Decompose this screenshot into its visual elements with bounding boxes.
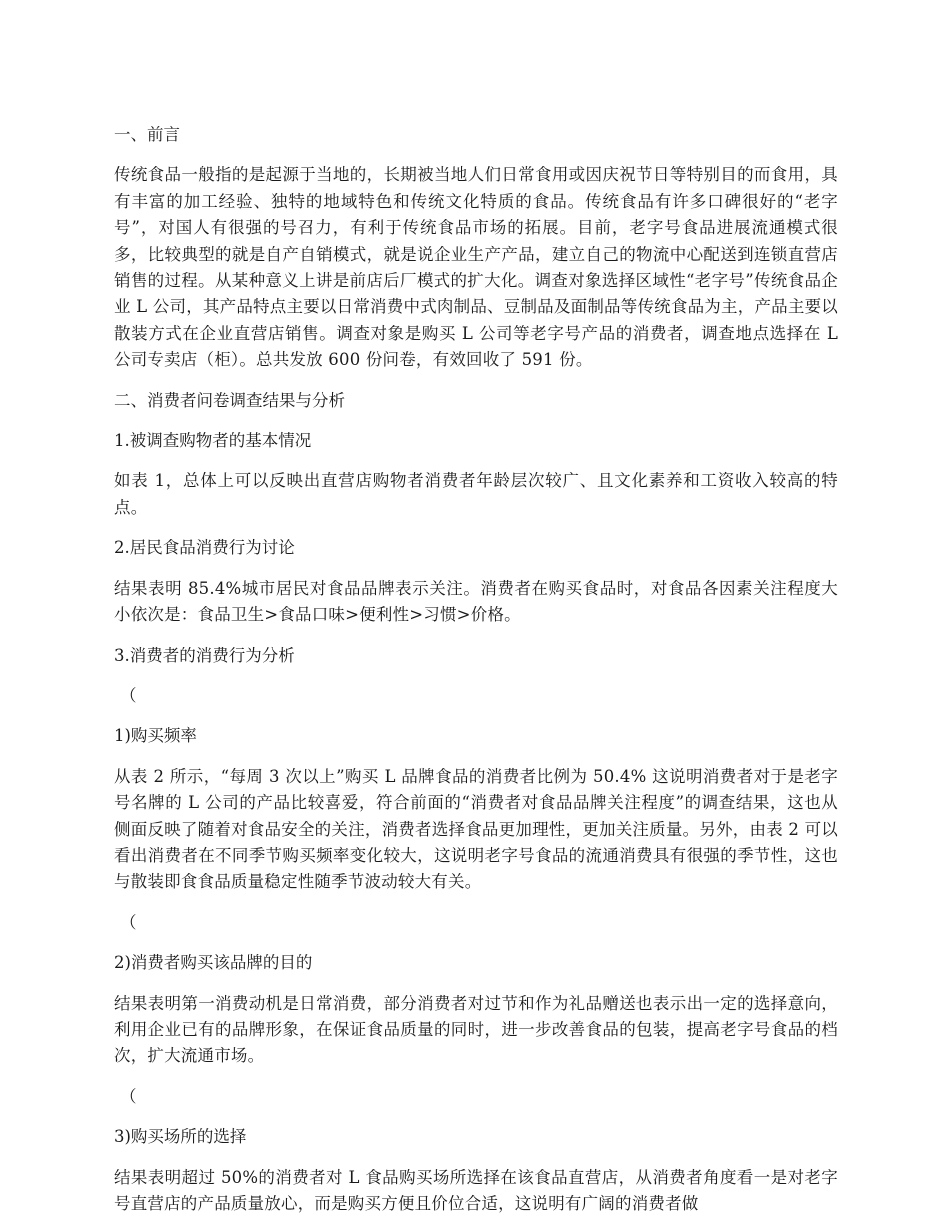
subheading-basic-info: 1.被调查购物者的基本情况: [114, 431, 312, 451]
intro-paragraph: 传统食品一般指的是起源于当地的，长期被当地人们日常食用或因庆祝节日等特别目的而食用，具有丰富的加工经验、独特的地域特色和传统文化特质的食品。传统食品有许多口碑很好的“老字号”，对国人有很强的号召力，有利于传统食品市场的拓展。目前，老字号食品进展流通模式很多，比较典型的就是自产自销模式，就是说企业生产产品，建立自己的物流中心配送到连锁直营店销售的过程。从某种意义上讲是前店后厂模式的扩大化。调查对象选择区域性“老字号”传统食品企业 L 公司，其产品特点主要以日常消费中式肉制品、豆制品及面制品等传统食品为主，产品主要以散装方式在企业直营店销售。调查对象是购买 L 公司等老字号产品的消费者，调查地点选择在 L 公司专卖店（柜）。总共发放 600 份问卷，有效回收了 591 份。: [114, 165, 838, 370]
subheading-purchase-purpose: 2)消费者购买该品牌的目的: [114, 953, 313, 973]
subheading-purchase-frequency: 1)购买频率: [114, 726, 197, 746]
purchase-frequency-paragraph: 从表 2 所示，“每周 3 次以上”购买 L 品牌食品的消费者比例为 50.4% 这说明消费者对于是老字号名牌的 L 公司的产品比较喜爱，符合前面的“消费者对食品品牌关注程度”的调查结果，这也从侧面反映了随着对食品安全的关注，消费者选择食品更加理性，更加关注质量。另外，由表 2 可以看出消费者在不同季节购买频率变化较大，这说明老字号食品的流通消费具有很强的季节性，这也与散装即食食品质量稳定性随季节波动较大有关。: [114, 766, 838, 892]
section-heading-survey: 二、消费者问卷调查结果与分析: [114, 390, 345, 410]
document-page: [114, 122, 838, 1231]
subheading-purchase-location: 3)购买场所的选择: [114, 1127, 247, 1147]
section-heading-intro: 一、前言: [114, 125, 180, 144]
purchase-location-paragraph: 结果表明超过 50%的消费者对 L 食品购买场所选择在该食品直营店，从消费者角度看一是对老字号直营店的产品质量放心，而是购买方便且价位合适，这说明有广阔的消费者做: [114, 1167, 838, 1213]
stray-parenthesis: （: [120, 912, 137, 932]
subheading-behavior-analysis: 3.消费者的消费行为分析: [114, 645, 295, 665]
subheading-consumption-behavior: 2.居民食品消费行为讨论: [114, 538, 295, 558]
stray-parenthesis: （: [120, 685, 137, 705]
stray-parenthesis: （: [120, 1086, 137, 1106]
consumption-behavior-paragraph: 结果表明 85.4%城市居民对食品品牌表示关注。消费者在购买食品时，对食品各因素关注程度大小依次是：食品卫生>食品口味>便利性>习惯>价格。: [114, 578, 838, 625]
purchase-purpose-paragraph: 结果表明第一消费动机是日常消费，部分消费者对过节和作为礼品赠送也表示出一定的选择意向，利用企业已有的品牌形象，在保证食品质量的同时，进一步改善食品的包装，提高老字号食品的档次，扩大流通市场。: [114, 993, 838, 1066]
basic-info-paragraph: 如表 1，总体上可以反映出直营店购物者消费者年龄层次较广、且文化素养和工资收入较高的特点。: [114, 471, 838, 517]
